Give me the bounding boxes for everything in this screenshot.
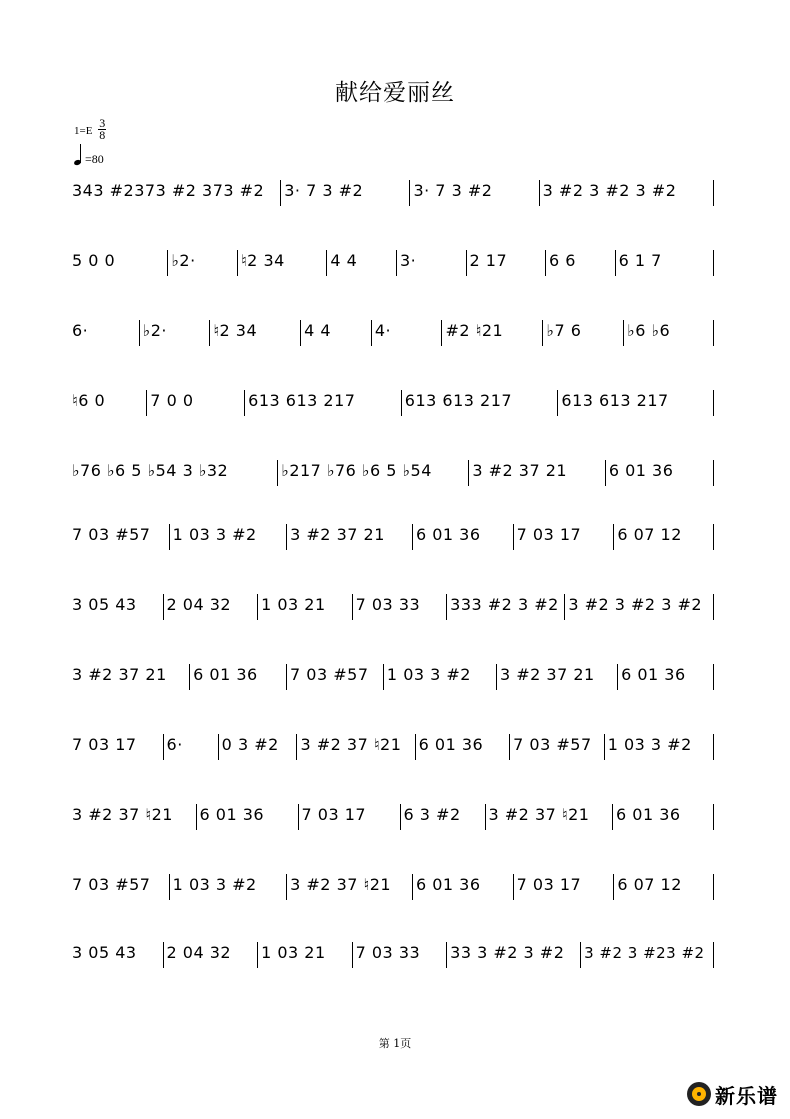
barline xyxy=(542,320,543,346)
measure: 6 01 36 xyxy=(418,735,484,754)
barline xyxy=(280,180,281,206)
barline xyxy=(713,524,714,550)
barline xyxy=(713,390,714,416)
measure: ♭7 6 xyxy=(546,321,582,340)
barline xyxy=(468,460,469,486)
measure: 1 03 3 #2 xyxy=(172,875,257,894)
measure: 7 03 #57 xyxy=(290,665,369,684)
measure: 7 03 #57 xyxy=(513,735,592,754)
barline xyxy=(612,804,613,830)
barline xyxy=(539,180,540,206)
barline xyxy=(277,460,278,486)
barline xyxy=(713,734,714,760)
measure: #2 ♮21 xyxy=(445,321,504,340)
measure: 1 03 3 #2 xyxy=(607,735,692,754)
barline xyxy=(286,874,287,900)
measure: 2 17 xyxy=(469,251,508,270)
measure: 3 #2 37 21 xyxy=(290,525,385,544)
barline xyxy=(564,594,565,620)
barline xyxy=(286,524,287,550)
measure: 343 #2373 #2 373 #2 xyxy=(72,181,265,200)
barline xyxy=(604,734,605,760)
measure: ♭217 ♭76 ♭6 5 ♭54 xyxy=(281,461,432,480)
measure: 7 03 17 xyxy=(301,805,367,824)
measure: 3· 7 3 #2 xyxy=(413,181,493,200)
key-signature: 1=E xyxy=(74,125,93,137)
measure: 613 613 217 xyxy=(248,391,356,410)
measure: 3 05 43 xyxy=(72,943,137,962)
measure: ♭6 ♭6 xyxy=(627,321,671,340)
measure: 6 01 36 xyxy=(616,805,681,824)
measure: ♭76 ♭6 5 ♭54 3 ♭32 xyxy=(72,461,229,480)
measure: 4 4 xyxy=(330,251,358,270)
barline xyxy=(713,594,714,620)
barline xyxy=(713,250,714,276)
barline xyxy=(441,320,442,346)
barline xyxy=(163,594,164,620)
barline xyxy=(713,460,714,486)
measure: 6 01 36 xyxy=(193,665,258,684)
barline xyxy=(396,250,397,276)
score-title: 献给爱丽丝 xyxy=(335,80,455,106)
barline xyxy=(623,320,624,346)
barline xyxy=(496,664,497,690)
measure: 7 03 #57 xyxy=(72,525,151,544)
barline xyxy=(613,874,614,900)
measure: 3 #2 37 ♮21 xyxy=(72,805,173,824)
measure: 6 3 #2 xyxy=(403,805,461,824)
measure: 1 03 3 #2 xyxy=(386,665,471,684)
barline xyxy=(485,804,486,830)
measure: 33 3 #2 3 #2 xyxy=(450,943,565,962)
barline xyxy=(218,734,219,760)
measure: 6 07 12 xyxy=(617,875,682,894)
barline xyxy=(409,180,410,206)
barline xyxy=(615,250,616,276)
measure: 6· xyxy=(72,321,89,340)
barline xyxy=(713,320,714,346)
barline xyxy=(466,250,467,276)
barline xyxy=(713,804,714,830)
measure: 3· xyxy=(399,251,417,270)
measure: 6 01 36 xyxy=(621,665,686,684)
measure: 6 01 36 xyxy=(608,461,674,480)
barline xyxy=(326,250,327,276)
measure: 3 #2 37 ♮21 xyxy=(290,875,392,894)
barline xyxy=(169,874,170,900)
score-line xyxy=(68,592,718,622)
measure: 4 4 xyxy=(304,321,332,340)
measure: 3 #2 3 #2 3 #2 xyxy=(568,595,703,614)
measure: 3 #2 3 #2 3 #2 xyxy=(542,181,677,200)
score-line xyxy=(68,872,718,902)
measure: 3 #2 37 21 xyxy=(472,461,568,480)
barline xyxy=(257,594,258,620)
barline xyxy=(557,390,558,416)
time-signature-denominator: 8 xyxy=(99,128,106,142)
vinyl-record-icon xyxy=(687,1082,711,1106)
tempo-value: =80 xyxy=(85,152,104,166)
barline xyxy=(509,734,510,760)
score-line xyxy=(68,248,718,278)
barline xyxy=(169,524,170,550)
score-line xyxy=(68,388,718,418)
measure: 2 04 32 xyxy=(166,943,232,962)
measure: 6 01 36 xyxy=(199,805,265,824)
logo-text: 新乐谱 xyxy=(715,1083,778,1108)
measure: 4· xyxy=(374,321,392,340)
barline xyxy=(163,942,164,968)
barline xyxy=(580,942,581,968)
barline xyxy=(446,594,447,620)
measure: 3· 7 3 #2 xyxy=(284,181,364,200)
barline xyxy=(412,524,413,550)
measure: ♮6 0 xyxy=(72,391,106,410)
measure: 6 01 36 xyxy=(415,525,481,544)
measure: 3 #2 37 21 xyxy=(499,665,595,684)
measure: 6 1 7 xyxy=(618,251,662,270)
measure: 7 03 17 xyxy=(516,875,582,894)
score-line xyxy=(68,940,718,970)
measure: 2 04 32 xyxy=(166,595,232,614)
measure: 6 07 12 xyxy=(617,525,682,544)
barline xyxy=(298,804,299,830)
score-line xyxy=(68,732,718,762)
barline xyxy=(209,320,210,346)
barline xyxy=(446,942,447,968)
measure: 1 03 21 xyxy=(261,595,326,614)
measure: 7 0 0 xyxy=(150,391,194,410)
measure: 3 #2 37 21 xyxy=(72,665,167,684)
barline xyxy=(300,320,301,346)
measure: 7 03 17 xyxy=(72,735,137,754)
barline xyxy=(139,320,140,346)
barline xyxy=(613,524,614,550)
site-logo xyxy=(687,1079,778,1109)
measure: 613 613 217 xyxy=(561,391,669,410)
barline xyxy=(296,734,297,760)
barline xyxy=(401,390,402,416)
measure: 6 6 xyxy=(549,251,576,270)
score-line xyxy=(68,318,718,348)
barline xyxy=(383,664,384,690)
measure: 0 3 #2 xyxy=(221,735,279,754)
barline xyxy=(513,524,514,550)
barline xyxy=(286,664,287,690)
measure: 3 #2 37 ♮21 xyxy=(488,805,590,824)
barline xyxy=(189,664,190,690)
measure: ♮2 34 xyxy=(213,321,258,340)
score-line xyxy=(68,522,718,552)
barline xyxy=(352,942,353,968)
measure: 6 01 36 xyxy=(415,875,481,894)
measure: ♭2· xyxy=(171,251,196,270)
measure: 7 03 33 xyxy=(355,595,421,614)
barline xyxy=(713,664,714,690)
measure: 3 #2 3 #23 #2 xyxy=(584,944,705,962)
measure: 1 03 21 xyxy=(261,943,326,962)
page-number: 第 1页 xyxy=(378,1037,412,1050)
barline xyxy=(400,804,401,830)
measure: 7 03 17 xyxy=(516,525,582,544)
measure: ♮2 34 xyxy=(240,251,285,270)
score-line xyxy=(68,662,718,692)
measure: 6· xyxy=(166,735,183,754)
barline xyxy=(196,804,197,830)
barline xyxy=(412,874,413,900)
barline xyxy=(713,874,714,900)
barline xyxy=(146,390,147,416)
barline xyxy=(713,942,714,968)
barline xyxy=(415,734,416,760)
measure: 3 #2 37 ♮21 xyxy=(300,735,402,754)
measure: 1 03 3 #2 xyxy=(172,525,257,544)
measure: 3 05 43 xyxy=(72,595,137,614)
score-line xyxy=(68,178,718,208)
barline xyxy=(713,180,714,206)
measure: ♭2· xyxy=(142,321,167,340)
score-line xyxy=(68,458,718,488)
barline xyxy=(605,460,606,486)
barline xyxy=(513,874,514,900)
barline xyxy=(167,250,168,276)
barline xyxy=(244,390,245,416)
barline xyxy=(545,250,546,276)
measure: 5 0 0 xyxy=(72,251,116,270)
measure: 333 #2 3 #2 xyxy=(450,595,559,614)
score-line xyxy=(68,802,718,832)
barline xyxy=(237,250,238,276)
measure: 7 03 #57 xyxy=(72,875,151,894)
measure: 613 613 217 xyxy=(404,391,513,410)
time-signature-numerator: 3 xyxy=(99,116,106,130)
barline xyxy=(352,594,353,620)
barline xyxy=(371,320,372,346)
barline xyxy=(257,942,258,968)
measure: 7 03 33 xyxy=(355,943,421,962)
barline xyxy=(617,664,618,690)
barline xyxy=(163,734,164,760)
